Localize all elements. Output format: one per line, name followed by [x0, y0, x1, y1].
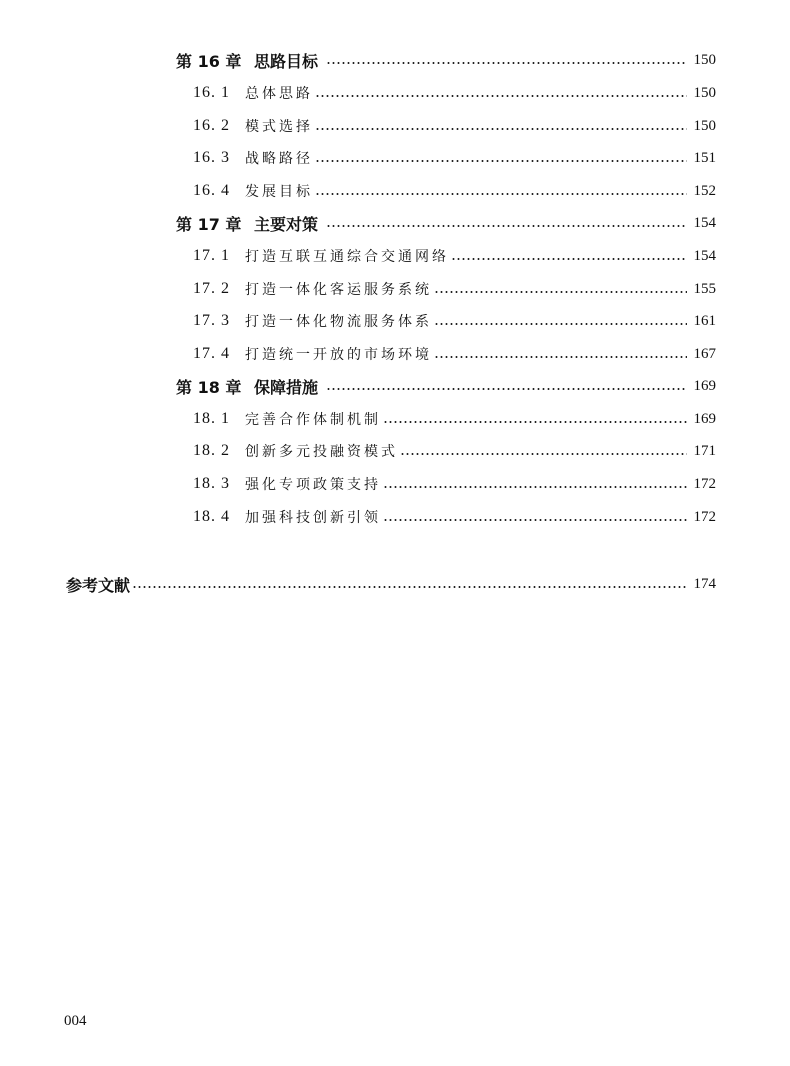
- toc-section-18-2[interactable]: [193, 439, 716, 463]
- section-number: 18. 2: [193, 442, 230, 459]
- toc-section-17-3[interactable]: [193, 309, 716, 333]
- dot-leader: [326, 388, 687, 390]
- section-number: 16. 4: [193, 182, 230, 199]
- dot-leader: [383, 421, 687, 423]
- section-number: 18. 1: [193, 410, 230, 427]
- dot-leader: [132, 586, 687, 588]
- dot-leader: [451, 258, 687, 260]
- dot-leader: [315, 193, 687, 195]
- page-number: 150: [693, 51, 716, 68]
- page-number: 155: [693, 280, 716, 297]
- chapter-label: 第 17 章: [176, 214, 242, 234]
- dot-leader: [326, 62, 687, 64]
- toc-references[interactable]: [66, 572, 716, 596]
- section-title: 打造一体化物流服务体系: [245, 314, 432, 330]
- toc-section-17-4[interactable]: [193, 342, 716, 366]
- toc-chapter-18[interactable]: [176, 374, 716, 398]
- page-number: 154: [693, 247, 716, 264]
- toc-section-17-1[interactable]: [193, 244, 716, 268]
- section-number: 17. 2: [193, 280, 230, 297]
- section-title: 完善合作体制机制: [245, 412, 381, 428]
- page-number: 154: [693, 214, 716, 231]
- footer-page-number: 004: [64, 1013, 87, 1029]
- toc-chapter-16[interactable]: [176, 48, 716, 72]
- section-number: 18. 4: [193, 508, 230, 525]
- section-title: 打造互联互通综合交通网络: [245, 249, 449, 265]
- toc-chapter-17[interactable]: [176, 211, 716, 235]
- page-number: 169: [693, 410, 716, 427]
- chapter-title: 保障措施: [254, 377, 319, 397]
- section-title: 发展目标: [245, 184, 313, 200]
- section-number: 17. 4: [193, 345, 230, 362]
- section-number: 16. 2: [193, 117, 230, 134]
- page-number: 172: [693, 475, 716, 492]
- section-title: 打造一体化客运服务系统: [245, 282, 432, 298]
- dot-leader: [315, 128, 687, 130]
- page-number: 151: [693, 149, 716, 166]
- chapter-label: 第 16 章: [176, 51, 242, 71]
- page-number: 171: [693, 442, 716, 459]
- section-title: 总体思路: [245, 86, 313, 102]
- section-number: 18. 3: [193, 475, 230, 492]
- chapter-title: 主要对策: [254, 214, 319, 234]
- section-title: 创新多元投融资模式: [245, 444, 398, 460]
- toc-section-18-3[interactable]: [193, 472, 716, 496]
- dot-leader: [383, 486, 687, 488]
- dot-leader: [434, 291, 687, 293]
- page-number: 169: [693, 377, 716, 394]
- dot-leader: [315, 160, 687, 162]
- page-number: 167: [693, 345, 716, 362]
- section-number: 16. 3: [193, 149, 230, 166]
- section-title: 强化专项政策支持: [245, 477, 381, 493]
- toc-section-18-4[interactable]: [193, 505, 716, 529]
- dot-leader: [434, 323, 687, 325]
- page-number: 174: [693, 575, 716, 592]
- section-number: 17. 3: [193, 312, 230, 329]
- page-number: 161: [693, 312, 716, 329]
- dot-leader: [315, 95, 687, 97]
- toc-section-16-3[interactable]: [193, 146, 716, 170]
- toc-section-18-1[interactable]: [193, 407, 716, 431]
- page-number: 150: [693, 117, 716, 134]
- dot-leader: [383, 519, 687, 521]
- references-title: 参考文献: [66, 575, 131, 595]
- dot-leader: [326, 225, 687, 227]
- toc-section-16-4[interactable]: [193, 179, 716, 203]
- toc-section-16-1[interactable]: [193, 81, 716, 105]
- page-number: 172: [693, 508, 716, 525]
- chapter-label: 第 18 章: [176, 377, 242, 397]
- section-title: 模式选择: [245, 119, 313, 135]
- chapter-title: 思路目标: [254, 51, 319, 71]
- dot-leader: [400, 453, 687, 455]
- toc-section-17-2[interactable]: [193, 277, 716, 301]
- section-number: 16. 1: [193, 84, 230, 101]
- page-number: 150: [693, 84, 716, 101]
- page-number: 152: [693, 182, 716, 199]
- section-title: 打造统一开放的市场环境: [245, 347, 432, 363]
- toc-section-16-2[interactable]: [193, 114, 716, 138]
- dot-leader: [434, 356, 687, 358]
- section-title: 战略路径: [245, 151, 313, 167]
- section-number: 17. 1: [193, 247, 230, 264]
- section-title: 加强科技创新引领: [245, 510, 381, 526]
